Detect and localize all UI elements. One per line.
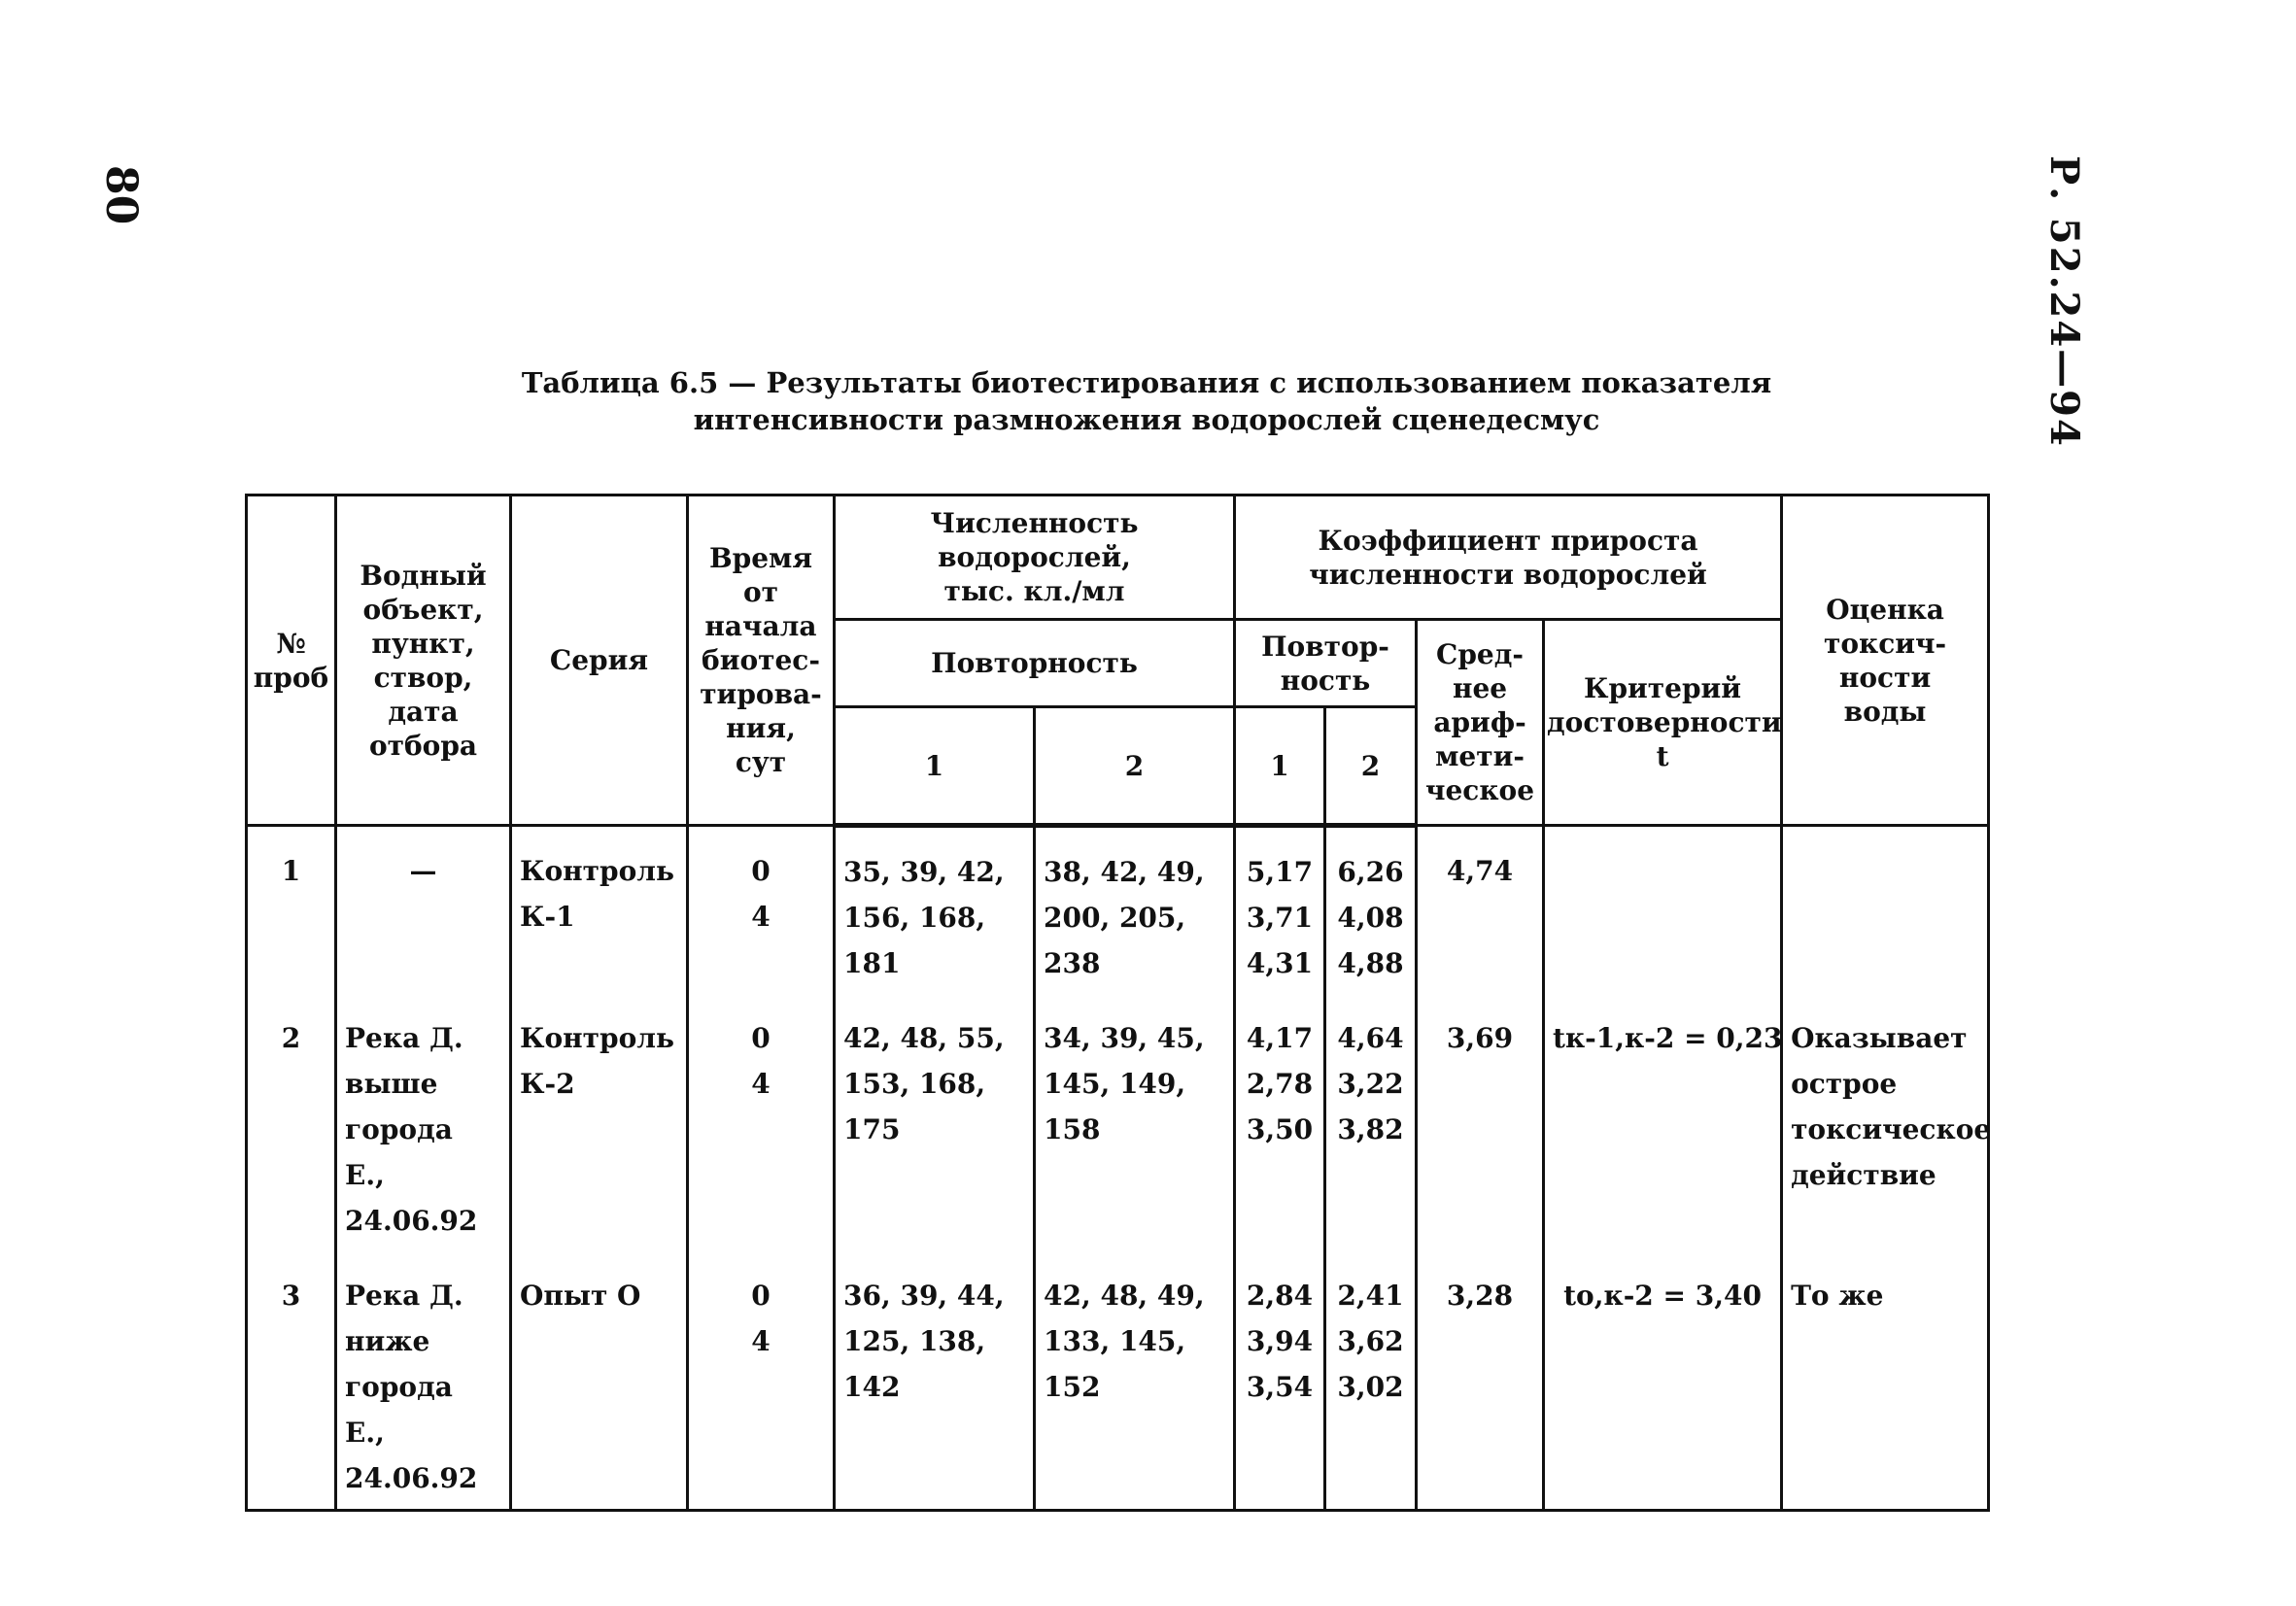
header-time: Время от начала биотес- тирова- ния, сут [688, 495, 835, 826]
cell-coef-rep-1: 4,17 2,78 3,50 [1235, 994, 1325, 1251]
header-count-rep-1: 1 [835, 707, 1035, 826]
header-coef-repeat: Повтор- ность [1235, 620, 1417, 707]
cell-water-object: Река Д. выше города Е., 24.06.92 [336, 994, 511, 1251]
cell-water-object: Река Д. ниже города Е., 24.06.92 [336, 1251, 511, 1511]
cell-sample-number: 3 [247, 1251, 336, 1511]
caption-line-2: интенсивности размножения водорослей сценедесмус [693, 403, 1600, 436]
cell-assessment [1782, 826, 1989, 995]
cell-count-rep-2: 42, 48, 49, 133, 145, 152 [1035, 1251, 1235, 1511]
cell-mean: 3,28 [1417, 1251, 1544, 1511]
cell-assessment: То же [1782, 1251, 1989, 1511]
header-growth-coefficient: Коэффициент прироста численности водорослей [1235, 495, 1782, 620]
table-row [247, 1251, 1989, 1511]
table-row [247, 994, 1989, 1251]
caption-line-1: Таблица 6.5 — Результаты биотестирования с использованием показателя [521, 366, 1772, 399]
header-count-rep-2: 2 [1035, 707, 1235, 826]
cell-count-rep-1: 35, 39, 42, 156, 168, 181 [835, 826, 1035, 995]
cell-mean: 3,69 [1417, 994, 1544, 1251]
cell-coef-rep-1: 5,17 3,71 4,31 [1235, 826, 1325, 995]
cell-count-rep-1: 36, 39, 44, 125, 138, 142 [835, 1251, 1035, 1511]
cell-sample-number: 2 [247, 994, 336, 1251]
cell-coef-rep-2: 6,26 4,08 4,88 [1325, 826, 1417, 995]
cell-series: Опыт О [511, 1251, 688, 1511]
cell-count-rep-2: 34, 39, 45, 145, 149, 158 [1035, 994, 1235, 1251]
header-coef-rep-2: 2 [1325, 707, 1417, 826]
header-coef-rep-1: 1 [1235, 707, 1325, 826]
cell-time: 0 4 [688, 994, 835, 1251]
page-number: 80 [96, 165, 146, 225]
results-table [245, 494, 1990, 1512]
header-toxicity-assessment: Оценка токсич- ности воды [1782, 495, 1989, 826]
header-series: Серия [511, 495, 688, 826]
cell-criterion: tо,к-2 = 3,40 [1544, 1251, 1782, 1511]
cell-coef-rep-2: 2,41 3,62 3,02 [1325, 1251, 1417, 1511]
header-criterion: Критерий достоверности t [1544, 620, 1782, 826]
cell-coef-rep-1: 2,84 3,94 3,54 [1235, 1251, 1325, 1511]
cell-time: 0 4 [688, 1251, 835, 1511]
header-mean: Сред- нее ариф- мети- ческое [1417, 620, 1544, 826]
table-caption [389, 364, 1904, 438]
cell-series: Контроль К-2 [511, 994, 688, 1251]
cell-count-rep-1: 42, 48, 55, 153, 168, 175 [835, 994, 1035, 1251]
header-count-repeat: Повторность [835, 620, 1235, 707]
cell-series: Контроль К-1 [511, 826, 688, 995]
document-code: Р. 52.24—94 [2041, 155, 2087, 448]
header-algae-count: Численность водорослей, тыс. кл./мл [835, 495, 1235, 620]
cell-sample-number: 1 [247, 826, 336, 995]
cell-assessment: Оказывает острое токсическое действие [1782, 994, 1989, 1251]
cell-criterion [1544, 826, 1782, 995]
cell-water-object: — [336, 826, 511, 995]
cell-criterion: tк-1,к-2 = 0,23 [1544, 994, 1782, 1251]
header-sample-number: № проб [247, 495, 336, 826]
cell-coef-rep-2: 4,64 3,22 3,82 [1325, 994, 1417, 1251]
table-row [247, 826, 1989, 995]
cell-count-rep-2: 38, 42, 49, 200, 205, 238 [1035, 826, 1235, 995]
cell-time: 0 4 [688, 826, 835, 995]
cell-mean: 4,74 [1417, 826, 1544, 995]
header-water-object: Водный объект, пункт, створ, дата отбора [336, 495, 511, 826]
